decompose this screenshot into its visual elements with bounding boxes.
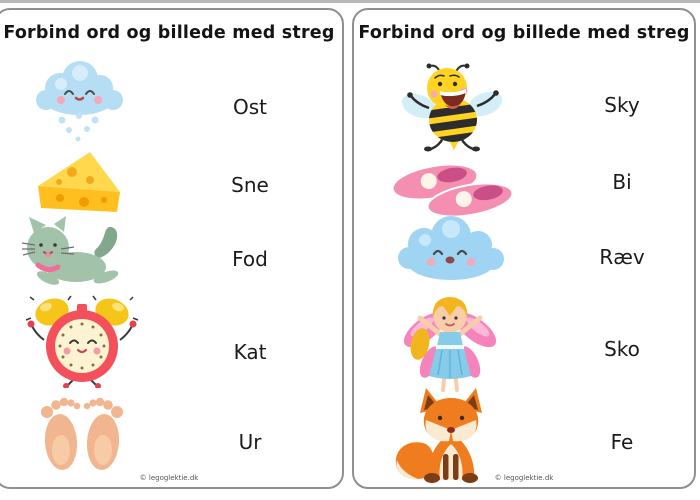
word-sne[interactable]: Sne: [231, 173, 269, 197]
cheese-image[interactable]: [32, 146, 124, 216]
word-sko[interactable]: Sko: [604, 337, 640, 361]
bee-image[interactable]: [397, 62, 507, 152]
word-ost[interactable]: Ost: [232, 95, 267, 119]
feet-image[interactable]: [37, 390, 127, 474]
worksheet-card-right: [352, 8, 696, 489]
word-sky[interactable]: Sky: [604, 93, 640, 117]
word-ur[interactable]: Ur: [238, 430, 262, 454]
cat-image[interactable]: [14, 215, 130, 290]
word-fod[interactable]: Fod: [232, 247, 268, 271]
copyright-watermark: © legoglektie.dk: [139, 474, 199, 482]
snow-cloud-image[interactable]: [32, 58, 127, 144]
word-kat[interactable]: Kat: [233, 340, 267, 364]
fairy-image[interactable]: [400, 282, 500, 392]
alarm-clock-image[interactable]: [24, 294, 140, 388]
cloud-image[interactable]: [394, 212, 509, 290]
word-bi[interactable]: Bi: [612, 170, 632, 194]
word-fe[interactable]: Fe: [610, 430, 634, 454]
worksheet-title: Forbind ord og billede med streg: [358, 23, 690, 43]
fox-image[interactable]: [390, 386, 505, 484]
copyright-watermark: © legoglektie.dk: [494, 474, 554, 482]
word-raev[interactable]: Ræv: [599, 245, 645, 269]
screenshot-top-edge: [0, 0, 700, 3]
worksheet-title: Forbind ord og billede med streg: [3, 23, 335, 43]
worksheet-card-left: [0, 8, 344, 489]
